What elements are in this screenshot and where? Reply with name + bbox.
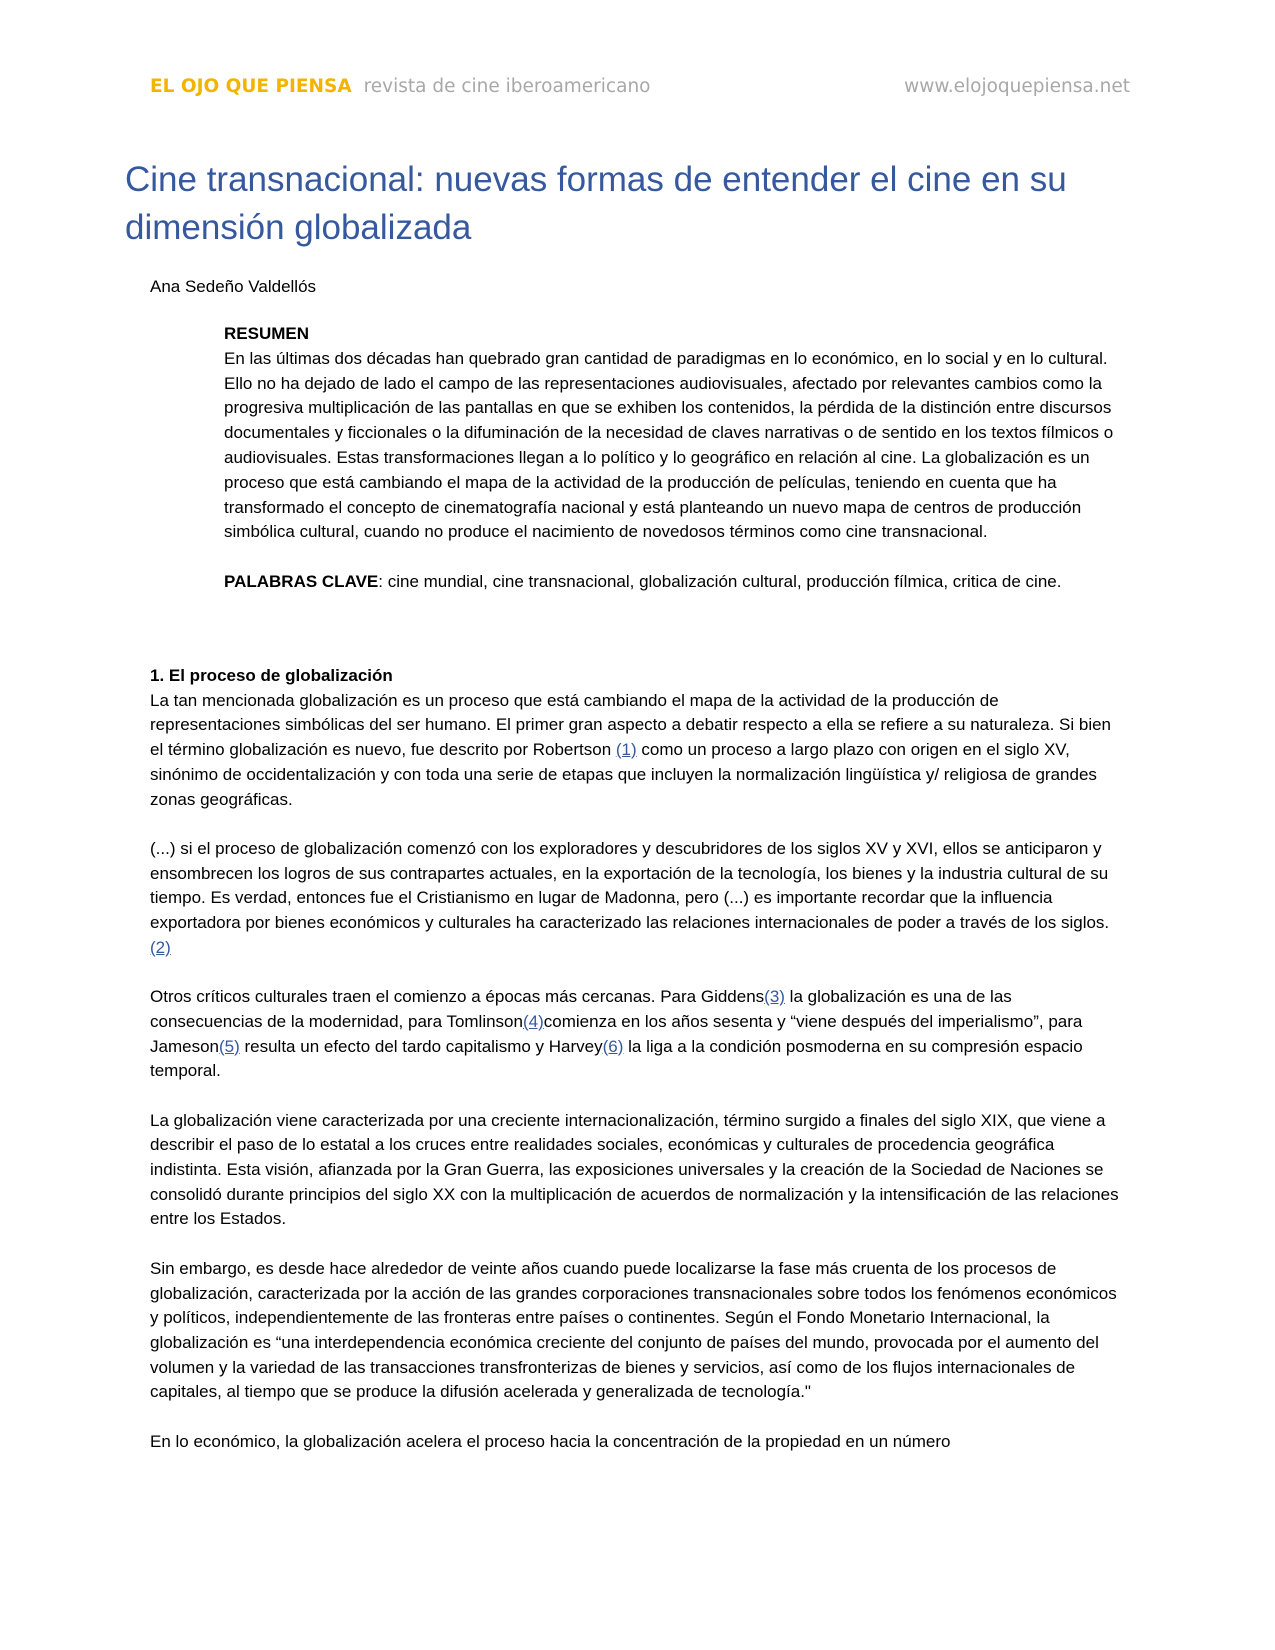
abstract-heading: RESUMEN bbox=[224, 324, 310, 343]
footnote-ref-5[interactable]: (5) bbox=[218, 1036, 240, 1056]
abstract-text: En las últimas dos décadas han quebrado gran cantidad de paradigmas en lo económico, en lo social y en lo cultural. Ello no ha dejado de lado el campo de las representaciones audiovisuales, afectado por relevantes cambios como la progresiva multiplicación de las pantallas en que se exhiben los contenidos, la pérdida de la distinción entre discursos documentales y ficcionales o la difuminación de la necesidad de claves narrativas o de sentido en los textos fílmicos o audiovisuales. Estas transformaciones llegan a lo político y lo geográfico en relación al cine. La globalización es un proceso que está cambiando el mapa de la actividad de la producción de películas, teniendo en cuenta que ha transformado el concepto de cinematografía nacional y está planteando un nuevo mapa de centros de producción simbólica cultural, cuando no produce el nacimiento de novedosos términos como cine transnacional. bbox=[224, 348, 1114, 542]
article-body bbox=[150, 664, 1125, 1479]
article-title: Cine transnacional: nuevas formas de entender el cine en su dimensión globalizada bbox=[125, 160, 1067, 247]
keywords bbox=[224, 570, 1124, 595]
page-header bbox=[150, 76, 1130, 106]
journal-brand: EL OJO QUE PIENSA bbox=[150, 76, 352, 97]
footnote-ref-2[interactable]: (2) bbox=[150, 937, 171, 957]
footnote-ref-6[interactable]: (6) bbox=[602, 1036, 624, 1056]
paragraph-6: En lo económico, la globalización acelera el proceso hacia la concentración de la propiedad en un número bbox=[150, 1431, 951, 1451]
paragraph-3: Otros críticos culturales traen el comienzo a épocas más cercanas. Para Giddens(3) la globalización es una de las consecuencias de la modernidad, para Tomlinson(4)comienza en los años sesenta y “viene después del imperialismo”, para Jameson(5) resulta un efecto del tardo capitalismo y Harvey(6) la liga a la condición posmoderna en su compresión espacio temporal. bbox=[150, 987, 1083, 1081]
paragraph-1: La tan mencionada globalización es un proceso que está cambiando el mapa de la actividad de la producción de representaciones simbólicas del ser humano. El primer gran aspecto a debatir respecto a ella se refiere a su naturaleza. Si bien el término globalización es nuevo, fue descrito por Robertson (1) como un proceso a largo plazo con origen en el siglo XV, sinónimo de occidentalización y con toda una serie de etapas que incluyen la normalización lingüística y/ religiosa de grandes zonas geográficas. bbox=[150, 690, 1112, 809]
footnote-ref-1[interactable]: (1) bbox=[615, 740, 637, 760]
paragraph-4: La globalización viene caracterizada por una creciente internacionalización, término surgido a finales del siglo XIX, que viene a describir el paso de lo estatal a los cruces entre realidades sociales, económicas y culturales de procedencia geográfica indistinta. Esta visión, afianzada por la Gran Guerra, las exposiciones universales y la creación de la Sociedad de Naciones se consolidó durante principios del siglo XX con la multiplicación de acuerdos de normalización y la intensificación de las relaciones entre los Estados. bbox=[150, 1110, 1119, 1229]
paragraph-5: Sin embargo, es desde hace alrededor de veinte años cuando puede localizarse la fase más cruenta de los procesos de globalización, caracterizada por la acción de las grandes corporaciones transnacionales sobre todos los fenómenos económicos y políticos, independientemente de las fronteras entre países o continentes. Según el Fondo Monetario Internacional, la globalización es “una interdependencia económica creciente del conjunto de países del mundo, provocada por el aumento del volumen y la variedad de las transacciones transfronterizas de bienes y servicios, así como de los flujos internacionales de capitales, al tiempo que se produce la difusión acelerada y generalizada de tecnología." bbox=[150, 1258, 1117, 1402]
section-heading: 1. El proceso de globalización bbox=[150, 666, 393, 685]
footnote-ref-4[interactable]: (4) bbox=[522, 1011, 544, 1031]
journal-tagline: revista de cine iberoamericano bbox=[363, 76, 651, 97]
keywords-label: PALABRAS CLAVE bbox=[224, 571, 379, 591]
footnote-ref-3[interactable]: (3) bbox=[764, 987, 785, 1007]
article-author: Ana Sedeño Valdellós bbox=[150, 277, 317, 296]
website-link[interactable]: www.elojoquepiensa.net bbox=[904, 76, 1130, 97]
keywords-text: : cine mundial, cine transnacional, globalización cultural, producción fílmica, critica de cine. bbox=[378, 571, 1062, 591]
abstract-block bbox=[224, 322, 1124, 595]
quote-paragraph: (...) si el proceso de globalización comenzó con los exploradores y descubridores de los siglos XV y XVI, ellos se anticiparon y ensombrecen los logros de sus contrapartes actuales, en la exportación de la tecnología, los bienes y la industria cultural de su tiempo. Es verdad, entonces fue el Cristianismo en lugar de Madonna, pero (...) es importante recordar que la influencia exportadora por bienes económicos y culturales ha caracterizado las relaciones internacionales de poder a través de los siglos.(2) bbox=[150, 838, 1110, 957]
